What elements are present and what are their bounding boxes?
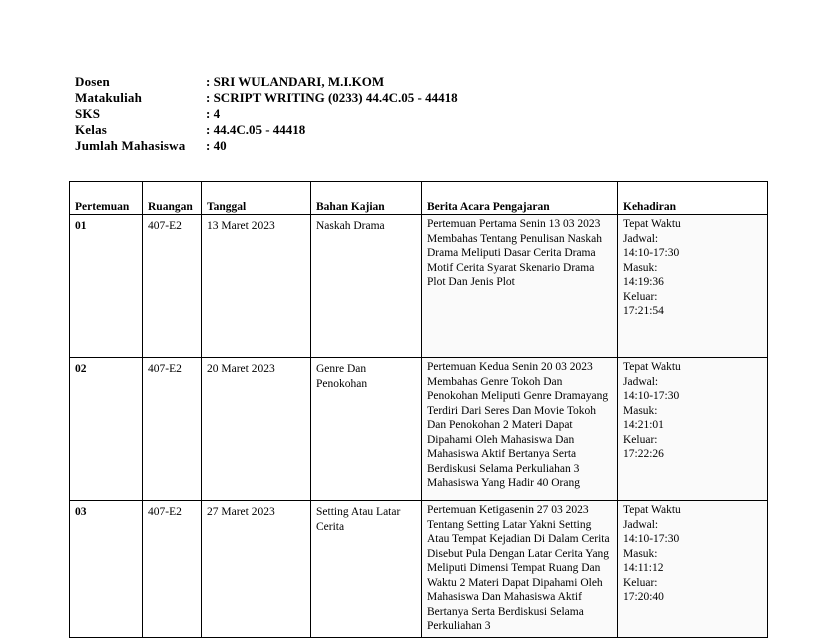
jadwal-label: Jadwal: [623,375,659,388]
masuk-label: Masuk: [623,261,658,274]
pertemuan-cell: 02 [70,358,143,501]
column-header-bahan-kajian: Bahan Kajian [311,182,422,215]
berita-acara-cell [422,358,618,501]
jadwal-label: Jadwal: [623,518,659,531]
keluar-value: 17:20:40 [623,591,664,603]
berita-acara-text: Pertemuan Pertama Senin 13 03 2023 Membahas Tentang Penulisan Naskah Drama Meliputi Dasar Cerita Drama Motif Cerita Syarat Skenario Drama Plot Dan Jenis Plot [427,218,602,288]
table-row [70,501,768,638]
table-row [70,215,768,358]
tanggal-cell: 20 Maret 2023 [202,358,311,501]
column-header-tanggal: Tanggal [202,182,311,215]
kelas-label: Kelas [75,122,108,137]
masuk-value: 14:11:12 [623,562,664,574]
masuk-label: Masuk: [623,404,658,417]
ruangan-cell: 407-E2 [143,358,202,501]
jadwal-value: 14:10-17:30 [623,390,680,402]
lecture-info [75,74,458,154]
sks-value: : 4 [206,106,221,121]
tanggal-cell: 13 Maret 2023 [202,215,311,358]
pertemuan-cell: 01 [70,215,143,358]
kelas-row [75,122,458,138]
jadwal-label: Jadwal: [623,232,659,245]
berita-acara-text: Pertemuan Ketigasenin 27 03 2023 Tentang Setting Latar Yakni Setting Atau Tempat Kejadian Di Dalam Cerita Disebut Pula Dengan Latar Cerita Yang Meliputi Dimensi Tempat Ruang Dan Waktu 2 Materi Dapat Dipahami Oleh Mahasiswa Dan Mahasiswa Aktif Bertanya Serta Berdiskusi Selama Perkuliahan 3 [427,504,610,632]
dosen-label: Dosen [75,74,110,89]
table-row [70,358,768,501]
column-header-berita-acara: Berita Acara Pengajaran [422,182,618,215]
jadwal-value: 14:10-17:30 [623,533,680,545]
keluar-label: Keluar: [623,576,658,589]
keluar-label: Keluar: [623,290,658,303]
keluar-value: 17:21:54 [623,305,664,317]
ruangan-cell: 407-E2 [143,501,202,638]
column-header-pertemuan: Pertemuan [70,182,143,215]
kehadiran-cell [618,215,768,358]
berita-acara-text: Pertemuan Kedua Senin 20 03 2023 Membahas Genre Tokoh Dan Penokohan Meliputi Genre Dramayang Terdiri Dari Seres Dan Movie Tokoh Dan Penokohan 2 Materi Dapat Dipahami Oleh Mahasiswa Dan Mahasiswa Aktif Bertanya Serta Berdiskusi Selama Perkuliahan 3 Mahasiswa Yang Hadir 40 Orang [427,361,609,489]
masuk-value: 14:19:36 [623,276,664,288]
dosen-value: : SRI WULANDARI, M.I.KOM [206,74,385,89]
matakuliah-row [75,90,458,106]
masuk-label: Masuk: [623,547,658,560]
kehadiran-status: Tepat Waktu [623,361,681,373]
kehadiran-status: Tepat Waktu [623,504,681,516]
column-header-ruangan: Ruangan [143,182,202,215]
jumlah-mahasiswa-value: : 40 [206,138,227,153]
bahan-kajian-cell: Naskah Drama [311,215,422,358]
kelas-value: : 44.4C.05 - 44418 [206,122,306,137]
sks-row [75,106,458,122]
attendance-table [69,181,768,638]
column-header-kehadiran: Kehadiran [618,182,768,215]
bahan-kajian-cell: Setting Atau Latar Cerita [311,501,422,638]
matakuliah-label: Matakuliah [75,90,143,105]
kehadiran-cell [618,358,768,501]
ruangan-cell: 407-E2 [143,215,202,358]
kehadiran-status: Tepat Waktu [623,218,681,230]
jadwal-value: 14:10-17:30 [623,247,680,259]
sks-label: SKS [75,106,101,121]
berita-acara-cell [422,215,618,358]
matakuliah-value: : SCRIPT WRITING (0233) 44.4C.05 - 44418 [206,90,458,105]
jumlah-mahasiswa-label: Jumlah Mahasiswa [75,138,186,153]
kehadiran-cell [618,501,768,638]
dosen-row [75,74,458,90]
tanggal-cell: 27 Maret 2023 [202,501,311,638]
pertemuan-cell: 03 [70,501,143,638]
keluar-label: Keluar: [623,433,658,446]
bahan-kajian-cell: Genre Dan Penokohan [311,358,422,501]
jumlah-mahasiswa-row [75,138,458,154]
keluar-value: 17:22:26 [623,448,664,460]
masuk-value: 14:21:01 [623,419,664,431]
berita-acara-cell [422,501,618,638]
table-header-row [70,182,768,215]
